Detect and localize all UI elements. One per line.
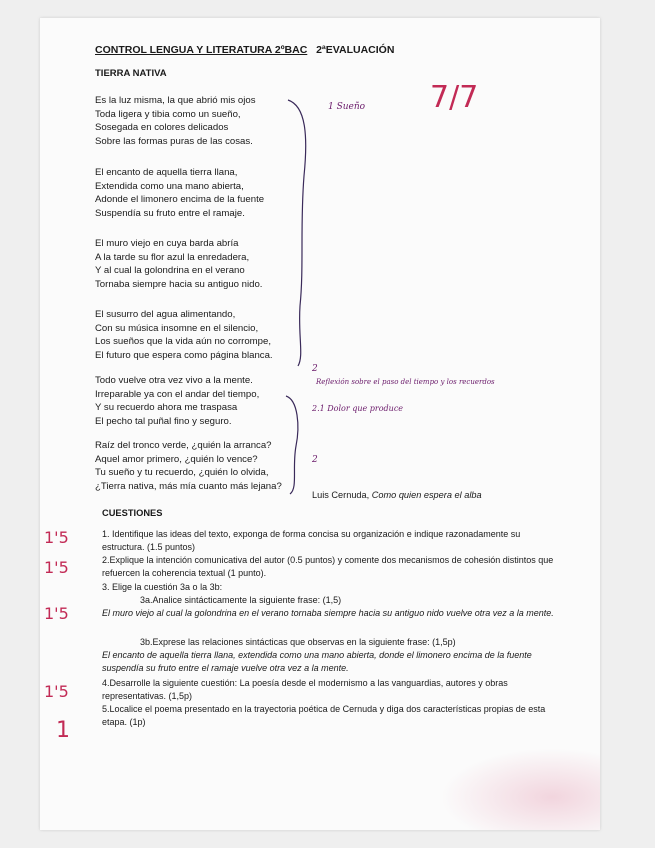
bracket-1: [288, 100, 306, 366]
exam-title: CONTROL LENGUA Y LITERATURA 2ºBAC 2ªEVALUACIÓN: [95, 44, 395, 56]
verse: Sobre las formas puras de las cosas.: [95, 135, 253, 147]
poem-title: TIERRA NATIVA: [95, 68, 167, 79]
verse: A la tarde su flor azul la enredadera,: [95, 251, 250, 263]
bracket-2: [286, 396, 298, 494]
score-q1: 1'5: [44, 528, 69, 547]
verse: Suspendía su fruto entre el ramaje.: [95, 207, 245, 219]
question-3a-sentence: El muro viejo al cual la golondrina en el verano tornaba siempre hacia su antiguo nido vuelve otra vez a la mente.: [102, 608, 554, 618]
question-4: 4.Desarrolle la siguiente cuestión: La poesía desde el modernismo a las vanguardias, autores y obras representativas. (1,5p): [102, 678, 508, 701]
annotation-2-number: 2: [312, 364, 318, 374]
exam-sheet: [40, 18, 600, 830]
verse: Y su recuerdo ahora me traspasa: [95, 402, 238, 413]
question-3: 3. Elige la cuestión 3a o la 3b:: [102, 582, 223, 592]
questions-heading: CUESTIONES: [102, 508, 163, 518]
verse: Los sueños que la vida aún no corrompe,: [95, 336, 271, 347]
verse: El pecho tal puñal fino y seguro.: [95, 415, 232, 427]
bracket-marks: [280, 96, 320, 496]
verse: ¿Tierra nativa, más mía cuanto más lejana?: [95, 480, 282, 492]
question-3b-sentence: El encanto de aquella tierra llana, extendida como una mano abierta, donde el limonero encima de la fuente suspendía su fruto entre el ramaje vuelve otra vez a la mente.: [102, 650, 532, 673]
book-title: Como quien espera el alba: [371, 490, 482, 500]
question-5: 5.Localice el poema presentado en la trayectoria poética de Cernuda y diga dos características propias de esta etapa. (1p): [102, 704, 546, 727]
verse: El susurro del agua alimentando,: [95, 309, 236, 320]
verse: Extendida como una mano abierta,: [95, 180, 244, 192]
verse: Con su música insomne en el silencio,: [95, 322, 259, 334]
stanza-3: [95, 237, 262, 291]
verse: Es la luz misma, la que abrió mis ojos: [95, 95, 256, 106]
ink-smudge: [440, 748, 600, 830]
score-q2: 1'5: [44, 558, 69, 577]
question-3b: 3b.Exprese las relaciones sintácticas que observas en la siguiente frase: (1,5p): [140, 637, 456, 647]
question-1: 1. Identifique las ideas del texto, exponga de forma concisa su organización e indique razonadamente su estructura. (1.5 puntos): [102, 529, 521, 552]
verse: Tu sueño y tu recuerdo, ¿quién lo olvida,: [95, 467, 269, 478]
score-q5: 1: [56, 718, 70, 743]
verse: Irreparable ya con el andar del tiempo,: [95, 388, 260, 400]
annotation-sueno: 1 Sueño: [328, 102, 366, 112]
stanza-1: [95, 94, 256, 148]
stanza-2: [95, 166, 264, 220]
verse: El encanto de aquella tierra llana,: [95, 167, 238, 178]
annotation-2-1: 2.1 Dolor que produce: [312, 404, 404, 413]
grade-mark: 7/7: [430, 80, 479, 115]
score-q3: 1'5: [44, 604, 69, 623]
verse: Adonde el limonero encima de la fuente: [95, 194, 265, 205]
poem-attribution: Luis Cernuda, Como quien espera el alba: [312, 490, 482, 500]
verse: El muro viejo en cuya barda abría: [95, 238, 239, 249]
stanza-5: [95, 374, 259, 428]
verse: El futuro que espera como página blanca.: [95, 349, 273, 361]
question-2: 2.Explique la intención comunicativa del autor (0.5 puntos) y comente dos mecanismos de cohesión distintos que refuercen la coherencia textual (1 punto).: [102, 555, 554, 578]
verse: Raíz del tronco verde, ¿quién la arranca?: [95, 440, 272, 451]
verse: Tornaba siempre hacia su antiguo nido.: [95, 278, 263, 290]
verse: Todo vuelve otra vez vivo a la mente.: [95, 375, 253, 386]
stanza-4: [95, 308, 273, 362]
verse: Y al cual la golondrina en el verano: [95, 265, 245, 276]
verse: Toda ligera y tibia como un sueño,: [95, 108, 241, 120]
verse: Aquel amor primero, ¿quién lo vence?: [95, 453, 258, 465]
annotation-2-text: Reflexión sobre el paso del tiempo y los recuerdos: [316, 378, 495, 386]
stanza-6: [95, 439, 282, 493]
evaluation-label: 2ªEVALUACIÓN: [316, 44, 395, 56]
question-3a: 3a.Analice sintácticamente la siguiente frase: (1,5): [140, 595, 342, 605]
score-q4: 1'5: [44, 682, 69, 701]
verse: Sosegada en colores delicados: [95, 122, 229, 133]
annotation-2b: 2: [312, 455, 318, 465]
